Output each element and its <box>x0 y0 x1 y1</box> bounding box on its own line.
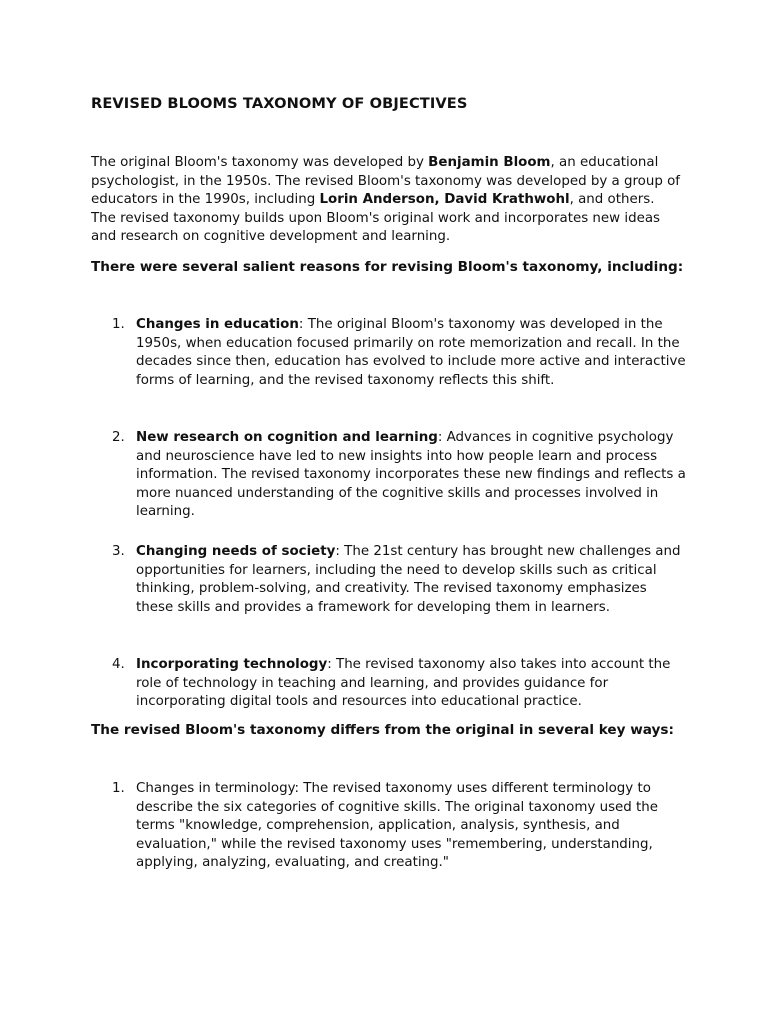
differences-heading: The revised Bloom's taxonomy differs from the original in several key ways: <box>91 722 674 738</box>
list-number: 3. <box>112 544 125 559</box>
intro-text-1: The original Bloom's taxonomy was developed by <box>91 155 429 170</box>
reason-list-item <box>112 429 687 522</box>
reason-term: Incorporating technology <box>136 657 328 672</box>
reason-term: New research on cognition and learning <box>136 430 438 445</box>
reason-text: : The revised taxonomy also takes into account the role of technology in teaching and learning, and provides guidance for incorporating digital tools and resources into educational practice. <box>136 657 671 710</box>
document-title: REVISED BLOOMS TAXONOMY OF OBJECTIVES <box>91 95 468 112</box>
reasons-heading: There were several salient reasons for revising Bloom's taxonomy, including: <box>91 259 684 275</box>
intro-bold-name-2: Lorin Anderson, David Krathwohl <box>319 192 570 208</box>
reason-term: Changes in education <box>136 317 299 332</box>
list-number: 1. <box>112 781 125 796</box>
reason-text: : The 21st century has brought new challenges and opportunities for learners, including the need to develop skills such as critical thinking, problem-solving, and creativity. The revised taxonomy emphasizes these skills and provides a framework for developing them in learners. <box>136 544 681 615</box>
reason-list-item <box>112 316 687 390</box>
list-number: 2. <box>112 430 125 445</box>
difference-list-item <box>112 780 687 873</box>
intro-bold-name-1: Benjamin Bloom <box>428 155 551 170</box>
reason-list-item <box>112 543 687 617</box>
reason-text: : Advances in cognitive psychology and neuroscience have led to new insights into how people learn and process information. The revised taxonomy incorporates these new findings and reflects a more nuanced understanding of the cognitive skills and processes involved in learning. <box>136 430 686 520</box>
reason-text: : The original Bloom's taxonomy was developed in the 1950s, when education focused primarily on rote memorization and recall. In the decades since then, education has evolved to include more active and interactive forms of learning, and the revised taxonomy reflects this shift. <box>136 317 686 388</box>
reason-term: Changing needs of society <box>136 544 336 559</box>
intro-text-3: , and others. The revised taxonomy builds upon Bloom's original work and incorporates new ideas and research on cognitive development and learning. <box>91 192 661 245</box>
intro-paragraph <box>91 154 681 247</box>
list-number: 1. <box>112 317 125 332</box>
difference-text: Changes in terminology: The revised taxonomy uses different terminology to describe the six categories of cognitive skills. The original taxonomy used the terms "knowledge, comprehension, application, analysis, synthesis, and evaluation," while the revised taxonomy uses "remembering, understanding, applying, analyzing, evaluating, and creating." <box>136 781 659 871</box>
reason-list-item <box>112 656 687 712</box>
intro-text-2: , an educational psychologist, in the 1950s. The revised Bloom's taxonomy was developed by a group of educators in the 1990s, including <box>91 155 681 208</box>
list-number: 4. <box>112 657 125 672</box>
